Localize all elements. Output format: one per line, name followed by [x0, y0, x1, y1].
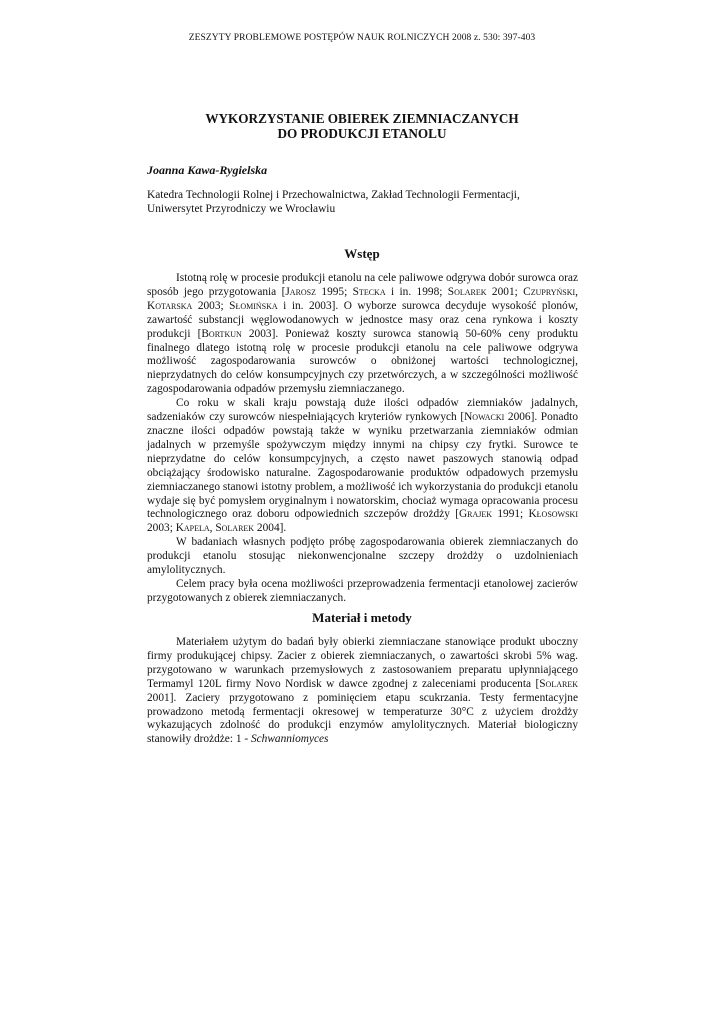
citation: Nowacki: [464, 411, 505, 424]
paragraph: Istotną rolę w procesie produkcji etanolu na cele paliwowe odgrywa dobór surowca oraz sposób jego przygotowania [Jarosz 1995; Stecka i in. 1998; Solarek 2001; Czupryński, Kotarska 2003; Słomińska i in. 2003]. O wyborze surowca decyduje wysokość plonów, zawartość substancji węglowodanowych w jednostce masy oraz cena rynkowa i koszty produkcji [Bortkun 2003]. Ponieważ koszty surowca stanowią 50-60% ceny produktu finalnego dlatego istotną rolę w procesie produkcji etanolu na cele paliwowe odgrywa możliwość zagospodarowania surowców o obniżonej wartości technologicznej, nieprzydatnych do celów konsumpcyjnych czy przetwórczych, a w szczególności możliwość zagospodarowania odpadów przemysłu ziemniaczanego.: [147, 272, 579, 396]
citation: Stecka: [352, 285, 386, 298]
section-methods-body: [147, 636, 578, 747]
article-title: [0, 111, 724, 141]
paragraph: Co roku w skali kraju powstają duże ilości odpadów ziemniaków jadalnych, sadzeniaków czy surowców niespełniających kryteriów rynkowych [Nowacki 2006]. Ponadto znaczne ilości odpadów powstają także w wyniku przetwarzania ziemniaków odmian jadalnych w przemyśle spożywczym między innymi na chipsy czy frytki. Surowce te nieprzydatne do celów konsumpcyjnych, a często nawet paszowych stanowią odpad obciążający środowisko naturalne. Zagospodarowanie produktów odpadowych przemysłu ziemniaczanego stanowi istotny problem, a możliwość ich wykorzystania do produkcji etanolu wydaje się być pomysłem oryginalnym i nowatorskim, chociaż wymaga opracowania procesu technologicznego oraz doboru odpowiednich szczepów drożdży [Grajek 1991; Kłosowski 2003; Kapela, Solarek 2004].: [147, 397, 578, 535]
section-intro-body: [147, 272, 578, 606]
paragraph: Materiałem użytym do badań były obierki ziemniaczane stanowiące produkt uboczny firmy produkującej chipsy. Zacier z obierek ziemniaczanych, o zawartości skrobi 5% wag. przygotowano w warunkach przemysłowych z zastosowaniem preparatu upłynniającego Termamyl 120L firmy Novo Nordisk w dawce zgodnej z zaleceniami producenta [Solarek 2001]. Zaciery przygotowano z pominięciem etapu scukrzania. Testy fermentacyjne prowadzono metodą fermentacji okresowej w temperaturze 30°C z użyciem drożdży wykazujących zdolność do produkcji enzymów amylolitycznych. Materiał biologiczny stanowiły drożdże: 1 - Schwanniomyces: [147, 636, 578, 746]
citation: Bortkun: [201, 327, 242, 340]
title-line-1: WYKORZYSTANIE OBIEREK ZIEMNIACZANYCH: [205, 111, 519, 126]
paragraph: W badaniach własnych podjęto próbę zagospodarowania obierek ziemniaczanych do produkcji etanolu stosując niekonwencjonalne szczepy drożdży o uzdolnieniach amylolitycznych.: [147, 536, 578, 577]
citation: Czupryński, Kotarska: [147, 285, 578, 312]
paragraph: Celem pracy była ocena możliwości przeprowadzenia fermentacji etanolowej zacierów przygotowanych z obierek ziemniaczanych.: [147, 577, 578, 604]
citation: Kłosowski: [528, 508, 578, 521]
author-affiliation: [147, 188, 587, 216]
title-line-2: DO PRODUKCJI ETANOLU: [277, 126, 447, 141]
citation: Grajek: [458, 508, 493, 521]
citation: Kapela, Solarek: [175, 522, 255, 535]
affiliation-line-1: Katedra Technologii Rolnej i Przechowalnictwa, Zakład Technologii Fermentacji,: [147, 189, 520, 201]
citation: Słomińska: [229, 299, 278, 312]
author-name: Joanna Kawa-Rygielska: [147, 163, 268, 177]
degree-symbol: °: [461, 705, 467, 718]
journal-header: ZESZYTY PROBLEMOWE POSTĘPÓW NAUK ROLNICZYCH 2008 z. 530: 397-403: [188, 33, 536, 43]
affiliation-line-2: Uniwersytet Przyrodniczy we Wrocławiu: [147, 203, 336, 215]
citation: Solarek: [539, 677, 578, 690]
citation: Jarosz: [285, 285, 317, 298]
citation: Solarek: [447, 285, 487, 298]
section-heading-intro: Wstęp: [344, 246, 380, 261]
section-heading-methods: Materiał i metody: [312, 610, 412, 625]
species-name: Schwanniomyces: [250, 733, 329, 746]
